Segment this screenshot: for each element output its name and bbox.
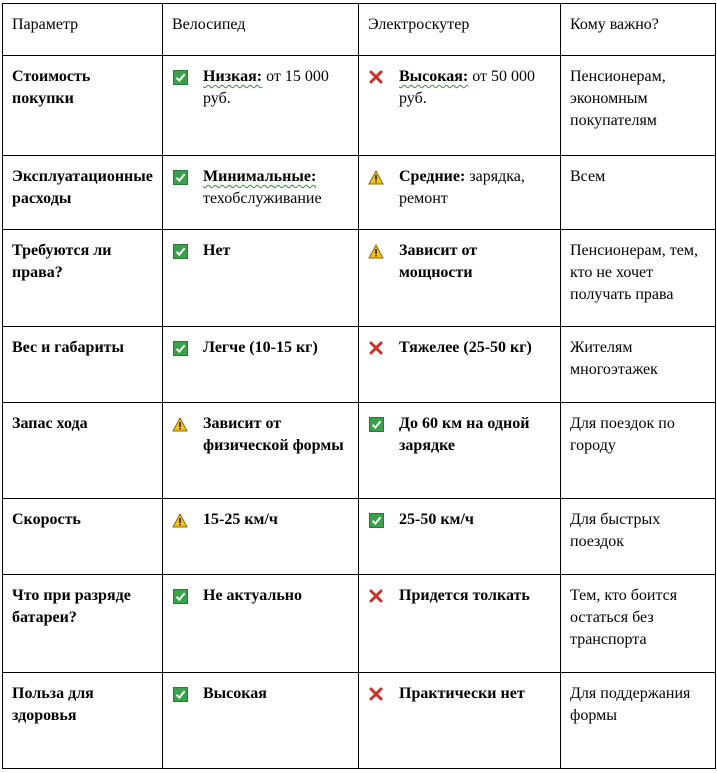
param-cell: Скорость xyxy=(3,499,163,575)
check-icon xyxy=(368,512,384,528)
header-bike: Велосипед xyxy=(163,4,359,56)
check-icon xyxy=(368,416,384,432)
scooter-value-rest: зарядка, ремонт xyxy=(399,168,525,207)
who-cell: Пенсионерам, тем, кто не хочет получать права xyxy=(561,230,716,327)
scooter-cell xyxy=(359,156,561,230)
scooter-value-strong: Зависит от мощности xyxy=(399,242,478,281)
bike-cell xyxy=(163,56,359,156)
header-param: Параметр xyxy=(3,4,163,56)
param-cell: Вес и габариты xyxy=(3,327,163,403)
comparison-table xyxy=(2,3,716,769)
who-cell: Пенсионерам, экономным покупателям xyxy=(561,56,716,156)
scooter-cell xyxy=(359,327,561,403)
warning-icon xyxy=(368,243,384,259)
cross-icon xyxy=(368,69,384,85)
bike-cell xyxy=(163,499,359,575)
param-cell: Запас хода xyxy=(3,403,163,499)
param-cell: Требуются ли права? xyxy=(3,230,163,327)
header-who: Кому важно? xyxy=(561,4,716,56)
table-row xyxy=(3,403,716,499)
check-icon xyxy=(172,69,188,85)
bike-value-strong: Минимальные: xyxy=(203,168,317,185)
who-cell: Для поддержания формы xyxy=(561,673,716,769)
table-row xyxy=(3,499,716,575)
check-icon xyxy=(172,686,188,702)
bike-value-rest: от 15 000 руб. xyxy=(203,68,329,107)
bike-value-strong: Не актуально xyxy=(203,587,302,604)
who-cell: Жителям многоэтажек xyxy=(561,327,716,403)
bike-value-rest: техобслуживание xyxy=(203,190,322,207)
param-cell: Стоимость покупки xyxy=(3,56,163,156)
header-row xyxy=(3,4,716,56)
check-icon xyxy=(172,340,188,356)
bike-cell xyxy=(163,575,359,673)
bike-cell xyxy=(163,156,359,230)
bike-value-strong: Низкая: xyxy=(203,68,263,85)
cross-icon xyxy=(368,588,384,604)
table-row xyxy=(3,673,716,769)
who-cell: Всем xyxy=(561,156,716,230)
who-cell: Для поездок по городу xyxy=(561,403,716,499)
who-cell: Тем, кто боится остаться без транспорта xyxy=(561,575,716,673)
table-row xyxy=(3,56,716,156)
bike-cell xyxy=(163,327,359,403)
scooter-cell xyxy=(359,673,561,769)
cross-icon xyxy=(368,340,384,356)
param-cell: Что при разряде батареи? xyxy=(3,575,163,673)
scooter-cell xyxy=(359,230,561,327)
scooter-value-strong: Практически нет xyxy=(399,685,525,702)
table-row xyxy=(3,230,716,327)
scooter-value-strong: До 60 км на одной зарядке xyxy=(399,415,530,454)
bike-value-strong: Зависит от физической формы xyxy=(203,415,344,454)
who-cell: Для быстрых поездок xyxy=(561,499,716,575)
check-icon xyxy=(172,588,188,604)
bike-value-strong: 15-25 км/ч xyxy=(203,511,278,528)
param-cell: Эксплуатационные расходы xyxy=(3,156,163,230)
scooter-value-strong: Придется толкать xyxy=(399,587,530,604)
scooter-value-strong: 25-50 км/ч xyxy=(399,511,474,528)
check-icon xyxy=(172,169,188,185)
header-scooter: Электроскутер xyxy=(359,4,561,56)
warning-icon xyxy=(368,169,384,185)
scooter-value-strong: Высокая: xyxy=(399,68,469,85)
scooter-cell xyxy=(359,403,561,499)
bike-value-strong: Нет xyxy=(203,242,231,259)
bike-value-strong: Легче (10-15 кг) xyxy=(203,339,318,356)
cross-icon xyxy=(368,686,384,702)
warning-icon xyxy=(172,512,188,528)
table-row xyxy=(3,327,716,403)
scooter-value-strong: Средние: xyxy=(399,168,466,185)
table-row xyxy=(3,575,716,673)
bike-cell xyxy=(163,673,359,769)
scooter-value-rest: от 50 000 руб. xyxy=(399,68,536,107)
scooter-cell xyxy=(359,575,561,673)
scooter-value-strong: Тяжелее (25-50 кг) xyxy=(399,339,532,356)
bike-cell xyxy=(163,403,359,499)
scooter-cell xyxy=(359,56,561,156)
check-icon xyxy=(172,243,188,259)
bike-value-strong: Высокая xyxy=(203,685,267,702)
bike-cell xyxy=(163,230,359,327)
param-cell: Польза для здоровья xyxy=(3,673,163,769)
warning-icon xyxy=(172,416,188,432)
scooter-cell xyxy=(359,499,561,575)
table-row xyxy=(3,156,716,230)
